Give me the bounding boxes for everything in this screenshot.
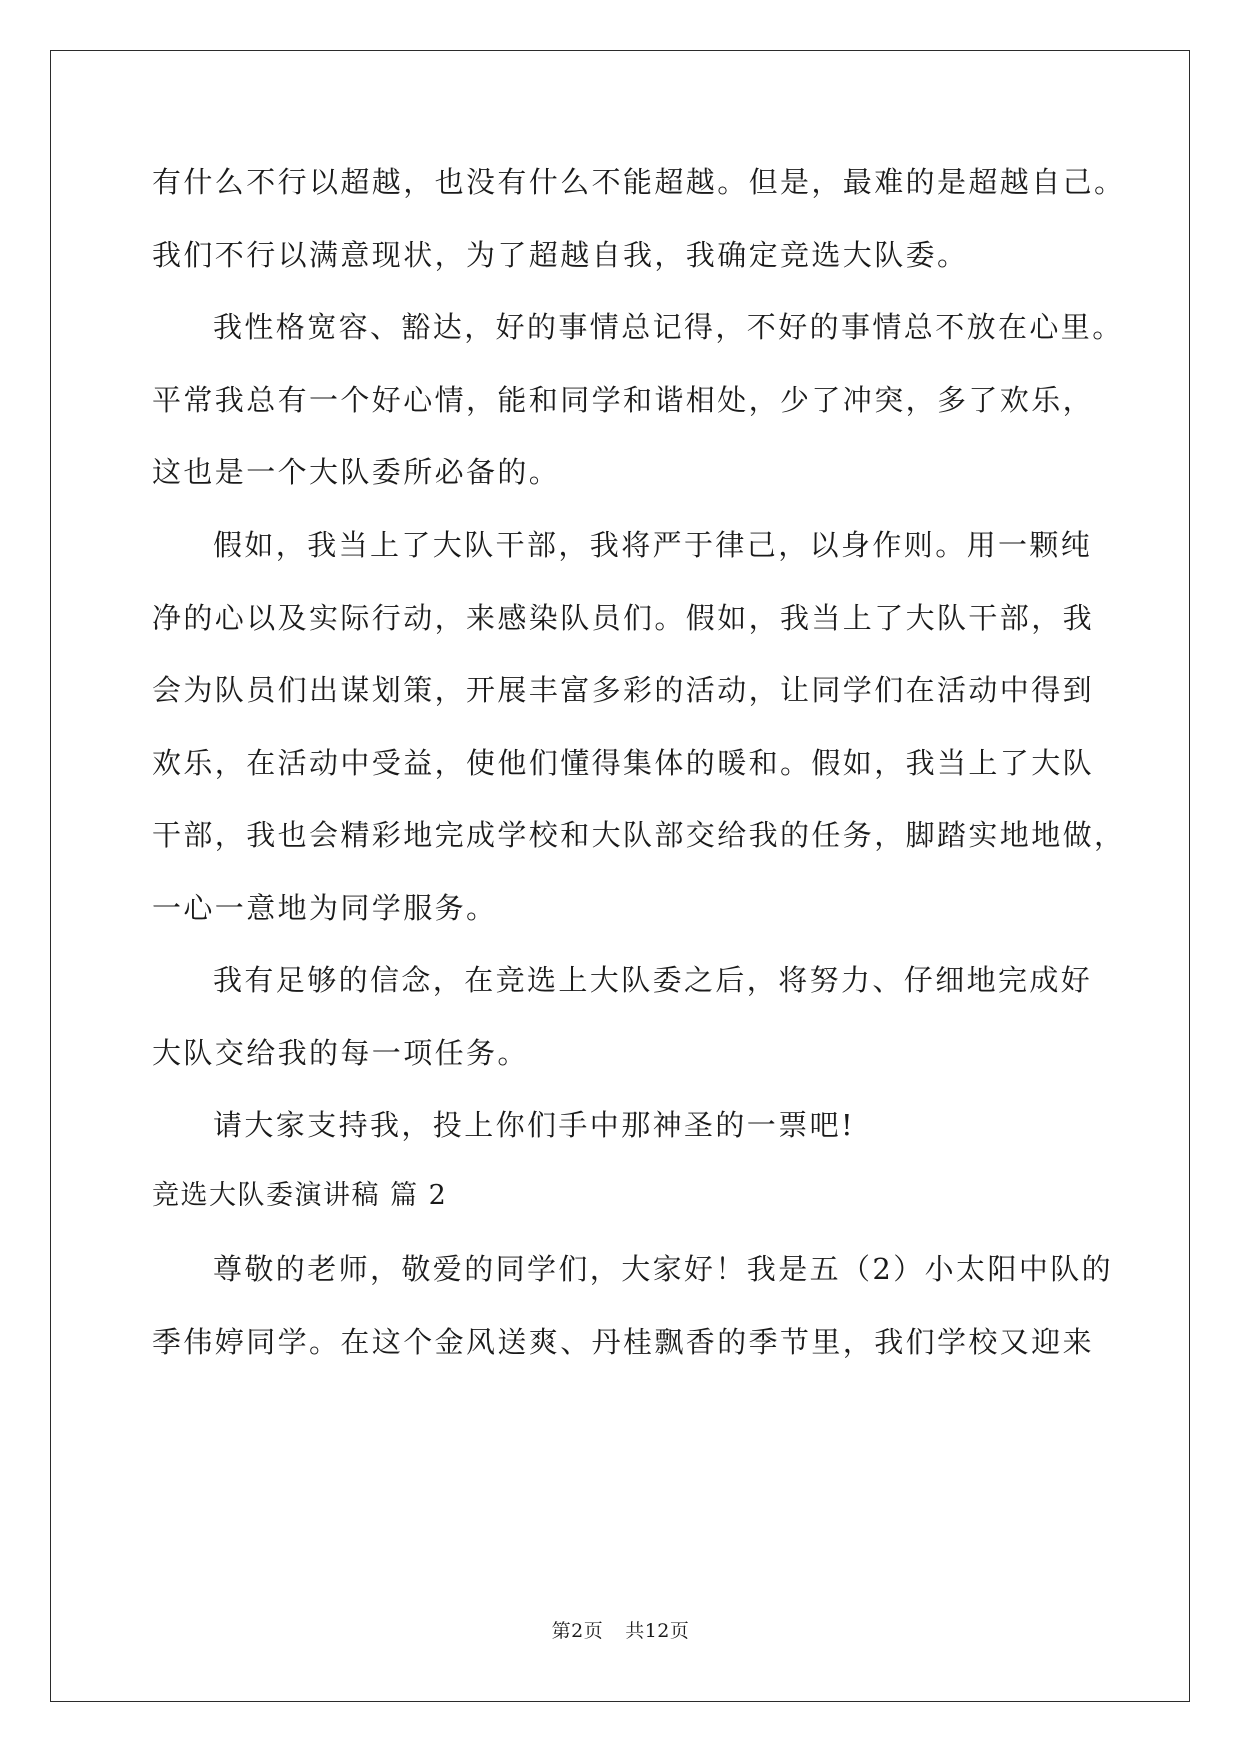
paragraph-line: 一心一意地为同学服务。 xyxy=(152,891,498,925)
paragraph-line: 有什么不行以超越，也没有什么不能超越。但是，最难的是超越自己。 xyxy=(152,165,1126,199)
paragraph-line: 季伟婷同学。在这个金风送爽、丹桂飘香的季节里，我们学校又迎来 xyxy=(152,1325,1095,1359)
paragraph-line: 我有足够的信念，在竞选上大队委之后，将努力、仔细地完成好 xyxy=(213,963,1093,997)
paragraph-line: 干部，我也会精彩地完成学校和大队部交给我的任务，脚踏实地地做， xyxy=(152,818,1126,852)
page-total: 共12页 xyxy=(625,1620,690,1642)
paragraph-line: 我们不行以满意现状，为了超越自我，我确定竞选大队委。 xyxy=(152,238,969,272)
paragraph-line: 净的心以及实际行动，来感染队员们。假如，我当上了大队干部，我 xyxy=(152,601,1095,635)
paragraph-line: 我性格宽容、豁达，好的事情总记得，不好的事情总不放在心里。 xyxy=(213,310,1124,344)
paragraph-line: 会为队员们出谋划策，开展丰富多彩的活动，让同学们在活动中得到 xyxy=(152,673,1095,707)
paragraph-line: 尊敬的老师，敬爱的同学们，大家好！我是五（2）小太阳中队的 xyxy=(213,1252,1114,1286)
page-border xyxy=(50,50,1190,1702)
paragraph-line: 平常我总有一个好心情，能和同学和谐相处，少了冲突，多了欢乐， xyxy=(152,383,1095,417)
page-number: 第2页 xyxy=(551,1620,604,1642)
section-heading: 竞选大队委演讲稿 篇 2 xyxy=(152,1180,448,1211)
paragraph-line: 请大家支持我，投上你们手中那神圣的一票吧! xyxy=(213,1108,856,1142)
paragraph-line: 这也是一个大队委所必备的。 xyxy=(152,455,561,489)
paragraph-line: 欢乐，在活动中受益，使他们懂得集体的暖和。假如，我当上了大队 xyxy=(152,746,1095,780)
paragraph-line: 假如，我当上了大队干部，我将严于律己，以身作则。用一颗纯 xyxy=(213,528,1093,562)
page-footer xyxy=(0,1616,1241,1643)
paragraph-line: 大队交给我的每一项任务。 xyxy=(152,1036,529,1070)
